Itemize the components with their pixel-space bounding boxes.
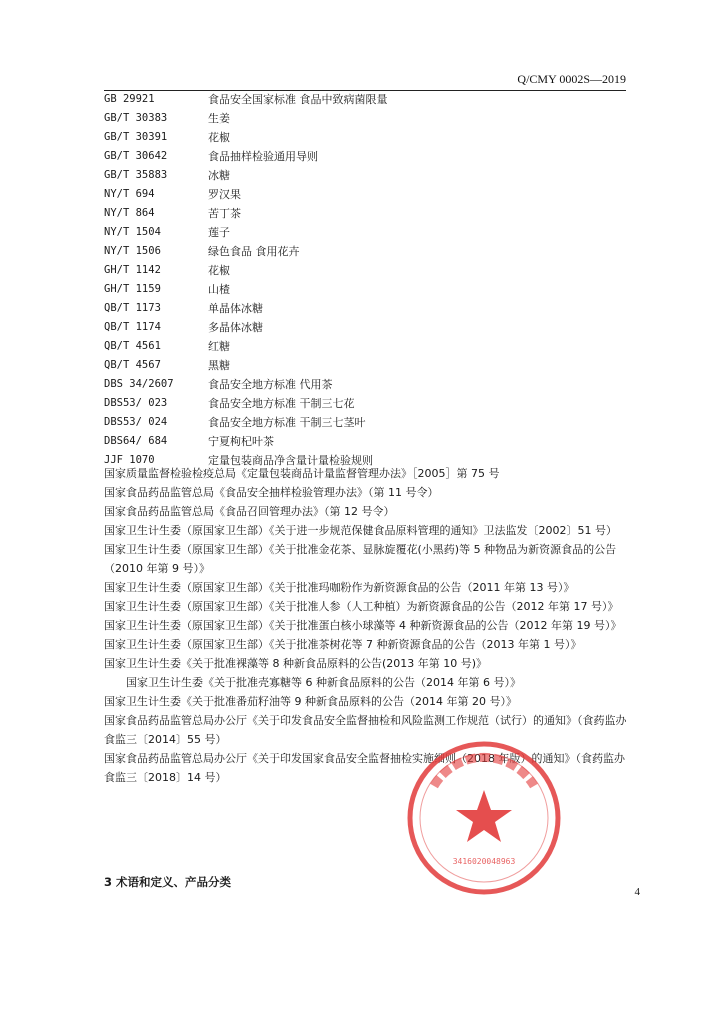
standard-title: 黑糖	[208, 359, 230, 372]
regulation-item: 国家食品药品监管总局办公厅《关于印发食品安全监督抽检和风险监测工作规范（试行）的通知》（食药监办食监三〔2014〕55 号）	[104, 714, 627, 746]
standard-row	[104, 356, 626, 375]
standard-code: QB/T 1174	[104, 321, 161, 333]
standard-row	[104, 413, 626, 432]
regulation-item: 国家质量监督检验检疫总局《定量包装商品计量监督管理办法》［2005］第 75 号	[104, 467, 500, 480]
seal-serial: 3416020048963	[452, 857, 516, 866]
standard-title: 多晶体冰糖	[208, 321, 263, 334]
regulation-item: 国家卫生计生委《关于批准番茄籽油等 9 种新食品原料的公告（2014 年第 20 号）》	[104, 695, 517, 708]
regulation-item: 国家卫生计生委（原国家卫生部）《关于批准金花茶、显脉旋覆花(小黑药)等 5 种物品为新资源食品的公告（2010 年第 9 号）》	[104, 543, 617, 575]
standard-row	[104, 242, 626, 261]
standard-title: 食品安全地方标准 代用茶	[208, 378, 333, 391]
section-heading: 3 术语和定义、产品分类	[104, 875, 232, 889]
regulation-item: 国家食品药品监管总局办公厅《关于印发国家食品安全监督抽检实施细则（2018 年版）的通知》（食药监办食监三〔2018〕14 号）	[104, 752, 625, 784]
standard-code: GB/T 30642	[104, 150, 168, 162]
standard-row	[104, 299, 626, 318]
standard-row	[104, 147, 626, 166]
standard-row	[104, 223, 626, 242]
standard-row	[104, 128, 626, 147]
standard-title: 红糖	[208, 340, 230, 353]
regulation-item: 国家食品药品监管总局《食品召回管理办法》（第 12 号令）	[104, 505, 395, 518]
standard-title: 定量包装商品净含量计量检验规则	[208, 454, 373, 467]
standard-code: QB/T 4567	[104, 359, 161, 371]
standard-code: DBS53/ 023	[104, 397, 168, 409]
standard-title: 食品安全地方标准 干制三七花	[208, 397, 355, 410]
standard-title: 苦丁茶	[208, 207, 241, 220]
standard-row	[104, 166, 626, 185]
standard-code: GH/T 1142	[104, 264, 161, 276]
standard-code: GB 29921	[104, 93, 155, 105]
standard-code: NY/T 1504	[104, 226, 161, 238]
seal-star-icon	[456, 790, 512, 842]
standard-code: NY/T 1506	[104, 245, 161, 257]
standard-row	[104, 109, 626, 128]
standard-code: GB/T 30383	[104, 112, 168, 124]
standard-code: DBS 34/2607	[104, 378, 174, 390]
standard-title: 生姜	[208, 112, 230, 125]
standard-row	[104, 318, 626, 337]
standard-row	[104, 394, 626, 413]
standard-title: 单晶体冰糖	[208, 302, 263, 315]
standard-code: JJF 1070	[104, 454, 155, 466]
standard-code: GH/T 1159	[104, 283, 161, 295]
standard-code: QB/T 4561	[104, 340, 161, 352]
regulation-item: 国家卫生计生委（原国家卫生部）《关于批准茶树花等 7 种新资源食品的公告（2013 年第 1 号）》	[104, 638, 582, 651]
standard-title: 冰糖	[208, 169, 230, 182]
regulation-item: 国家卫生计生委《关于批准裸藻等 8 种新食品原料的公告(2013 年第 10 号)》	[104, 657, 488, 670]
standard-title: 花椒	[208, 131, 230, 144]
regulation-item: 国家卫生计生委《关于批准壳寡糖等 6 种新食品原料的公告（2014 年第 6 号）》	[126, 676, 521, 689]
company-seal	[404, 738, 564, 898]
standard-code: QB/T 1173	[104, 302, 161, 314]
standard-row	[104, 337, 626, 356]
standard-code: DBS53/ 024	[104, 416, 168, 428]
standard-row	[104, 185, 626, 204]
standard-code: NY/T 864	[104, 207, 155, 219]
standard-title: 花椒	[208, 264, 230, 277]
regulation-item: 国家卫生计生委（原国家卫生部）《关于批准蛋白核小球藻等 4 种新资源食品的公告（2012 年第 19 号）》	[104, 619, 622, 632]
standard-title: 食品抽样检验通用导则	[208, 150, 318, 163]
standard-row	[104, 261, 626, 280]
standards-list	[104, 90, 626, 470]
regulation-item: 国家卫生计生委（原国家卫生部）《关于进一步规范保健食品原料管理的通知》卫法监发〔2002〕51 号）	[104, 524, 617, 537]
regulation-item: 国家卫生计生委（原国家卫生部）《关于批准人参（人工种植）为新资源食品的公告（2012 年第 17 号）》	[104, 600, 619, 613]
page-number: 4	[634, 886, 640, 898]
standard-code: NY/T 694	[104, 188, 155, 200]
standard-row	[104, 375, 626, 394]
standard-title: 食品安全地方标准 干制三七茎叶	[208, 416, 366, 429]
document-code: Q/CMY 0002S—2019	[517, 72, 626, 86]
standard-title: 绿色食品 食用花卉	[208, 245, 300, 258]
regulation-item: 国家卫生计生委（原国家卫生部）《关于批准玛咖粉作为新资源食品的公告（2011 年第 13 号）》	[104, 581, 575, 594]
standard-title: 山楂	[208, 283, 230, 296]
standard-title: 食品安全国家标准 食品中致病菌限量	[208, 93, 388, 106]
standard-title: 宁夏枸杞叶茶	[208, 435, 274, 448]
regulation-item: 国家食品药品监管总局《食品安全抽样检验管理办法》（第 11 号令）	[104, 486, 439, 499]
standard-row	[104, 432, 626, 451]
standard-row	[104, 280, 626, 299]
standard-title: 罗汉果	[208, 188, 241, 201]
standard-row	[104, 204, 626, 223]
standard-code: GB/T 35883	[104, 169, 168, 181]
standard-code: GB/T 30391	[104, 131, 168, 143]
standard-code: DBS64/ 684	[104, 435, 168, 447]
standard-title: 莲子	[208, 226, 230, 239]
standard-row	[104, 90, 626, 109]
